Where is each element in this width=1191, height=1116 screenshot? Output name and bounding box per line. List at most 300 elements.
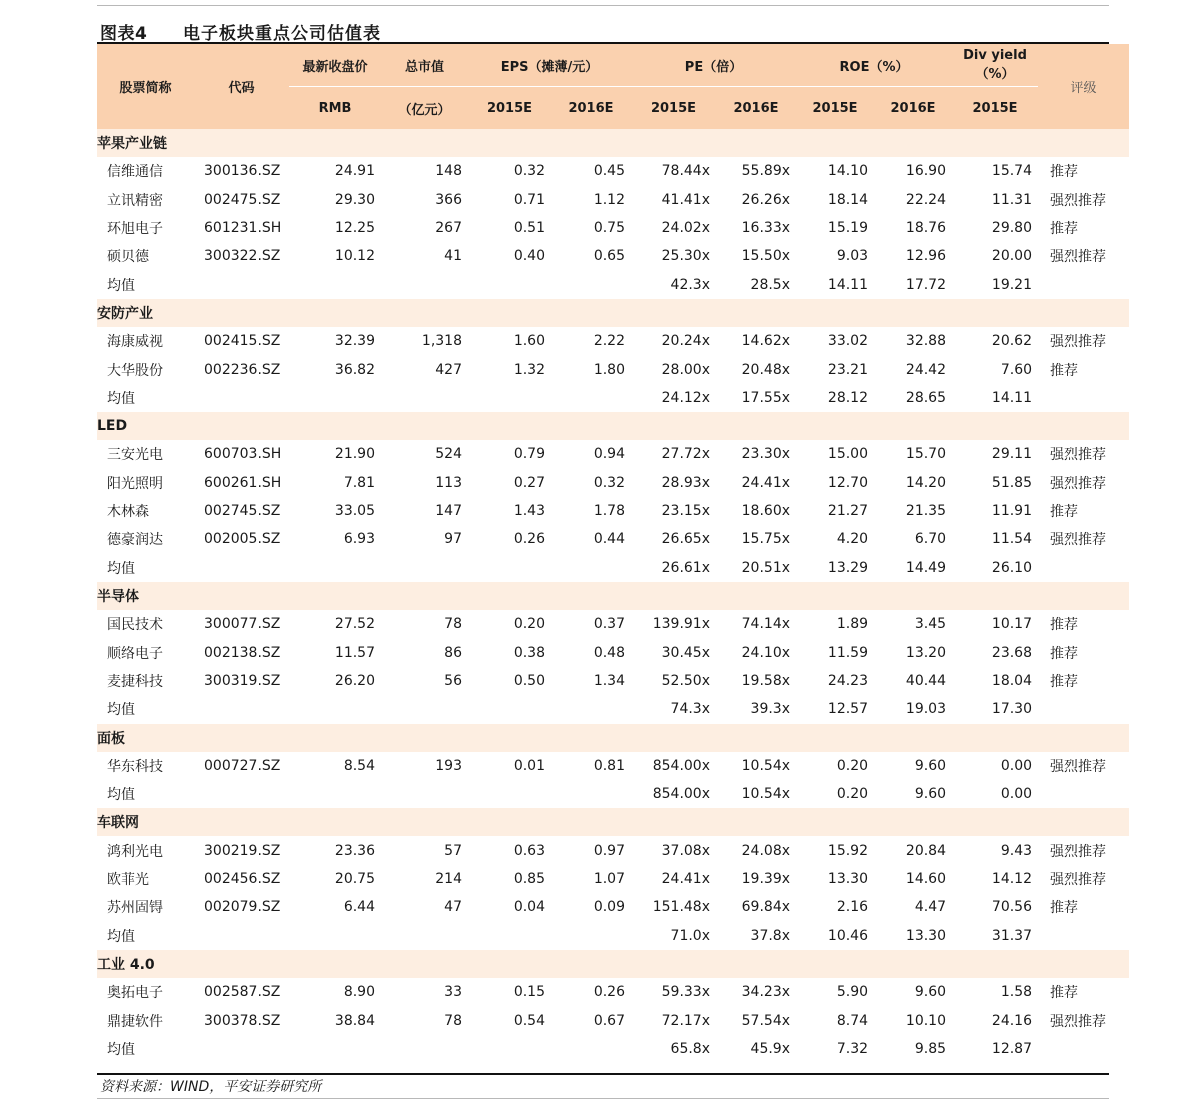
cell-roe-2015: 12.57	[827, 701, 869, 718]
section-title: 半导体	[97, 582, 1129, 610]
cell-roe-2015: 2.16	[836, 899, 869, 916]
cell-pe-2015: 26.65x	[661, 531, 710, 548]
table-row	[97, 327, 1129, 355]
cell-pe-2016: 15.50x	[741, 248, 791, 265]
cell-eps-2016: 0.37	[593, 616, 625, 633]
cell-mcap	[381, 1035, 468, 1063]
header-code: 代码	[194, 44, 289, 129]
cell-rating: 推荐	[1050, 362, 1079, 379]
cell-div-2015: 20.00	[991, 248, 1033, 265]
cell-roe-2016: 13.30	[905, 927, 947, 944]
cell-pe-2015: 20.24x	[661, 333, 710, 350]
cell-mcap	[381, 922, 468, 950]
cell-price	[289, 922, 381, 950]
section-title: 安防产业	[97, 299, 1129, 327]
cell-rating: 推荐	[1050, 645, 1079, 662]
cell-price: 24.91	[334, 163, 375, 180]
cell-div-2015: 19.21	[991, 276, 1033, 293]
cell-name: 鸿利光电	[107, 843, 163, 860]
cell-eps-2015: 0.71	[513, 191, 545, 208]
cell-eps-2016: 0.97	[593, 842, 625, 859]
header-eps-2016: 2016E	[551, 87, 631, 130]
cell-mcap: 1,318	[421, 333, 462, 350]
cell-rating: 强烈推荐	[1050, 475, 1107, 492]
cell-eps-2015: 0.32	[513, 163, 545, 180]
cell-name: 硕贝德	[107, 249, 149, 266]
cell-eps-2016	[551, 384, 631, 412]
table-row	[97, 638, 1129, 666]
cell-mcap	[381, 384, 468, 412]
cell-mcap	[381, 695, 468, 723]
cell-roe-2016: 12.96	[905, 248, 947, 265]
cell-price	[289, 780, 381, 808]
cell-price: 11.57	[334, 644, 375, 661]
cell-div-2015: 14.11	[991, 389, 1033, 406]
cell-roe-2016: 14.49	[905, 559, 947, 576]
cell-roe-2016: 4.47	[914, 899, 947, 916]
header-div-yield-line2: （%）	[975, 67, 1015, 82]
bottom-rule-thin	[97, 1098, 1109, 1099]
cell-pe-2015: 854.00x	[652, 786, 710, 803]
cell-mcap: 193	[435, 757, 462, 774]
cell-rating	[1038, 780, 1129, 808]
cell-pe-2016: 19.39x	[741, 871, 791, 887]
cell-eps-2016: 0.94	[593, 446, 625, 463]
cell-pe-2015: 23.15x	[661, 503, 710, 520]
section-title: 面板	[97, 724, 1129, 752]
cell-eps-2015: 0.54	[513, 1012, 545, 1029]
cell-code: 002745.SZ	[204, 503, 281, 520]
cell-pe-2015: 25.30x	[661, 248, 710, 265]
cell-pe-2016: 10.54x	[741, 786, 791, 803]
cell-mcap: 148	[435, 163, 462, 180]
cell-mcap: 56	[444, 673, 462, 690]
cell-pe-2015: 28.00x	[661, 361, 710, 378]
cell-roe-2016: 14.60	[905, 871, 947, 887]
header-div-yield	[952, 44, 1038, 87]
cell-roe-2016: 19.03	[905, 701, 947, 718]
cell-rating: 推荐	[1050, 164, 1079, 181]
cell-price: 26.20	[334, 673, 375, 690]
cell-div-2015: 23.68	[991, 644, 1033, 661]
table-row	[97, 497, 1129, 525]
cell-code	[194, 554, 289, 582]
cell-mcap: 366	[435, 191, 462, 208]
section-header-row	[97, 950, 1129, 978]
cell-rating: 强烈推荐	[1050, 1013, 1107, 1030]
cell-mcap: 86	[444, 644, 462, 661]
cell-price	[289, 695, 381, 723]
cell-code	[194, 1035, 289, 1063]
cell-div-2015: 12.87	[991, 1040, 1033, 1057]
cell-eps-2016: 0.65	[593, 248, 625, 265]
cell-price	[289, 554, 381, 582]
cell-pe-2015: 24.41x	[661, 871, 710, 887]
cell-eps-2016: 0.81	[593, 757, 625, 774]
cell-eps-2015: 0.38	[513, 644, 545, 661]
cell-roe-2015: 1.89	[836, 616, 869, 633]
cell-mcap: 113	[435, 474, 462, 491]
section-header-row	[97, 412, 1129, 440]
cell-pe-2015: 71.0x	[670, 927, 710, 944]
cell-eps-2015: 0.79	[513, 446, 545, 463]
cell-roe-2015: 14.10	[827, 163, 869, 180]
cell-eps-2015: 0.51	[513, 219, 545, 236]
cell-div-2015: 10.17	[991, 616, 1033, 633]
cell-eps-2015	[468, 1035, 551, 1063]
cell-code: 300322.SZ	[204, 248, 281, 265]
cell-name: 均值	[107, 787, 135, 804]
table-row	[97, 469, 1129, 497]
cell-pe-2016: 45.9x	[750, 1040, 791, 1057]
section-title: 苹果产业链	[97, 129, 1129, 157]
cell-roe-2015: 13.30	[827, 871, 869, 887]
section-header-row	[97, 129, 1129, 157]
cell-pe-2016: 55.89x	[741, 163, 791, 180]
table-row	[97, 1006, 1129, 1034]
cell-pe-2016: 23.30x	[741, 446, 791, 463]
header-pe-2015: 2015E	[631, 87, 716, 130]
cell-rating	[1038, 384, 1129, 412]
cell-rating: 推荐	[1050, 985, 1079, 1002]
cell-eps-2016: 0.09	[593, 899, 625, 916]
cell-roe-2016: 40.44	[905, 673, 947, 690]
cell-pe-2016: 74.14x	[741, 616, 791, 633]
cell-roe-2015: 15.00	[827, 446, 869, 463]
cell-code: 002587.SZ	[204, 984, 281, 1001]
cell-rating: 强烈推荐	[1050, 249, 1107, 266]
cell-rating: 强烈推荐	[1050, 334, 1107, 351]
cell-price: 6.44	[343, 899, 375, 916]
cell-eps-2016: 0.45	[593, 163, 625, 180]
cell-roe-2016: 14.20	[905, 474, 947, 491]
cell-pe-2016: 37.8x	[750, 927, 791, 944]
cell-div-2015: 29.11	[991, 446, 1033, 463]
section-title: LED	[97, 412, 1129, 440]
cell-name: 立讯精密	[107, 192, 163, 209]
cell-pe-2015: 854.00x	[652, 757, 710, 774]
cell-roe-2015: 33.02	[827, 333, 869, 350]
cell-pe-2016: 34.23x	[741, 984, 791, 1001]
cell-rating: 强烈推荐	[1050, 872, 1107, 888]
cell-eps-2016	[551, 554, 631, 582]
cell-name: 环旭电子	[107, 220, 163, 237]
table-row	[97, 185, 1129, 213]
cell-eps-2015: 1.60	[513, 333, 545, 350]
cell-roe-2015: 4.20	[836, 531, 869, 548]
cell-price	[289, 271, 381, 299]
header-market-cap: 总市值	[381, 44, 468, 87]
cell-mcap	[381, 271, 468, 299]
cell-mcap: 214	[435, 871, 462, 887]
cell-rating: 强烈推荐	[1050, 532, 1107, 549]
section-header-row	[97, 724, 1129, 752]
cell-price: 12.25	[334, 219, 375, 236]
cell-roe-2015: 8.74	[836, 1012, 869, 1029]
cell-div-2015: 11.91	[991, 503, 1033, 520]
cell-roe-2016: 10.10	[905, 1012, 947, 1029]
cell-eps-2016: 0.48	[593, 644, 625, 661]
cell-eps-2015: 1.43	[513, 503, 545, 520]
cell-name: 麦捷科技	[107, 674, 163, 691]
cell-rating	[1038, 922, 1129, 950]
cell-code	[194, 922, 289, 950]
section-header-row	[97, 299, 1129, 327]
table-row	[97, 978, 1129, 1006]
cell-pe-2015: 27.72x	[661, 446, 710, 463]
cell-roe-2015: 0.20	[836, 786, 869, 803]
cell-pe-2016: 19.58x	[741, 673, 791, 690]
cell-code: 002415.SZ	[204, 333, 281, 350]
cell-eps-2015: 0.50	[513, 673, 545, 690]
cell-name: 木林森	[107, 504, 149, 521]
cell-pe-2015: 41.41x	[661, 191, 710, 208]
cell-rating: 强烈推荐	[1050, 843, 1107, 860]
cell-mcap: 47	[444, 899, 462, 916]
cell-name: 海康威视	[107, 334, 163, 351]
cell-div-2015: 24.16	[991, 1012, 1033, 1029]
cell-roe-2015: 5.90	[836, 984, 869, 1001]
cell-eps-2016: 1.12	[593, 191, 625, 208]
cell-roe-2016: 20.84	[905, 842, 947, 859]
cell-mcap: 78	[444, 1012, 462, 1029]
cell-pe-2016: 57.54x	[741, 1012, 791, 1029]
cell-eps-2015	[468, 922, 551, 950]
cell-pe-2015: 78.44x	[661, 163, 710, 180]
cell-pe-2016: 24.10x	[741, 644, 791, 661]
cell-roe-2015: 13.29	[827, 559, 869, 576]
cell-eps-2016: 1.34	[593, 673, 625, 690]
cell-price: 10.12	[334, 248, 375, 265]
cell-code	[194, 695, 289, 723]
section-title: 车联网	[97, 808, 1129, 836]
average-row	[97, 271, 1129, 299]
cell-mcap: 33	[444, 984, 462, 1001]
cell-pe-2015: 151.48x	[652, 899, 710, 916]
cell-pe-2016: 24.41x	[741, 474, 791, 491]
cell-code: 600261.SH	[204, 474, 282, 491]
cell-rating: 推荐	[1050, 674, 1079, 691]
cell-code: 300136.SZ	[204, 163, 281, 180]
cell-code: 300378.SZ	[204, 1012, 281, 1029]
cell-rating: 强烈推荐	[1050, 447, 1107, 464]
cell-price: 36.82	[334, 361, 375, 378]
cell-mcap	[381, 554, 468, 582]
cell-eps-2015: 0.01	[513, 757, 545, 774]
average-row	[97, 780, 1129, 808]
cell-eps-2015: 0.40	[513, 248, 545, 265]
cell-eps-2016	[551, 1035, 631, 1063]
cell-price	[289, 1035, 381, 1063]
cell-eps-2016: 0.26	[593, 984, 625, 1001]
cell-eps-2015	[468, 695, 551, 723]
cell-roe-2016: 16.90	[905, 163, 947, 180]
table-row	[97, 893, 1129, 921]
cell-eps-2015: 0.27	[513, 474, 545, 491]
cell-roe-2015: 9.03	[836, 248, 869, 265]
cell-pe-2016: 10.54x	[741, 757, 791, 774]
cell-div-2015: 0.00	[1000, 786, 1033, 803]
cell-code: 601231.SH	[204, 219, 282, 236]
cell-mcap: 524	[435, 446, 462, 463]
cell-eps-2015: 1.32	[513, 361, 545, 378]
cell-eps-2016: 1.80	[593, 361, 625, 378]
header-price: 最新收盘价	[289, 44, 381, 87]
figure-title: 电子板块重点公司估值表	[183, 24, 381, 44]
cell-code	[194, 780, 289, 808]
cell-rating	[1038, 1035, 1129, 1063]
cell-pe-2016: 69.84x	[741, 899, 791, 916]
cell-pe-2016: 28.5x	[750, 276, 791, 293]
cell-price: 38.84	[334, 1012, 375, 1029]
cell-name: 顺络电子	[107, 645, 163, 662]
cell-roe-2015: 21.27	[827, 503, 869, 520]
cell-code	[194, 384, 289, 412]
cell-eps-2015: 0.15	[513, 984, 545, 1001]
cell-price: 20.75	[334, 871, 375, 887]
cell-name: 华东科技	[107, 758, 163, 775]
table-row	[97, 214, 1129, 242]
cell-eps-2016	[551, 271, 631, 299]
cell-rating: 推荐	[1050, 220, 1079, 237]
table-row	[97, 440, 1129, 468]
cell-roe-2016: 24.42	[905, 361, 947, 378]
cell-roe-2015: 23.21	[827, 361, 869, 378]
table-row	[97, 355, 1129, 383]
header-mcap-unit: （亿元）	[381, 87, 468, 130]
cell-code: 002236.SZ	[204, 361, 281, 378]
cell-eps-2016	[551, 922, 631, 950]
cell-pe-2016: 20.48x	[741, 361, 791, 378]
average-row	[97, 1035, 1129, 1063]
cell-roe-2016: 9.60	[914, 757, 947, 774]
cell-price: 7.81	[343, 474, 375, 491]
cell-pe-2016: 39.3x	[750, 701, 791, 718]
cell-roe-2015: 10.46	[827, 927, 869, 944]
table-row	[97, 865, 1129, 893]
cell-roe-2016: 17.72	[905, 276, 947, 293]
cell-eps-2015: 0.04	[513, 899, 545, 916]
table-body	[97, 129, 1129, 1063]
cell-name: 均值	[107, 560, 135, 577]
cell-div-2015: 1.58	[1000, 984, 1033, 1001]
cell-eps-2015: 0.63	[513, 842, 545, 859]
cell-name: 均值	[107, 928, 135, 945]
cell-eps-2016: 0.32	[593, 474, 625, 491]
cell-code: 002079.SZ	[204, 899, 281, 916]
cell-code: 002138.SZ	[204, 644, 281, 661]
cell-code	[194, 271, 289, 299]
cell-price: 33.05	[334, 503, 375, 520]
cell-div-2015: 15.74	[991, 163, 1033, 180]
section-title: 工业 4.0	[97, 950, 1129, 978]
header-stock-name: 股票简称	[97, 44, 194, 129]
cell-code: 002005.SZ	[204, 531, 281, 548]
cell-div-2015: 14.12	[991, 871, 1033, 887]
cell-roe-2015: 12.70	[827, 474, 869, 491]
cell-name: 均值	[107, 702, 135, 719]
header-row-1	[97, 44, 1129, 87]
cell-code: 300219.SZ	[204, 842, 281, 859]
cell-code: 300077.SZ	[204, 616, 281, 633]
cell-rating: 强烈推荐	[1050, 192, 1107, 209]
cell-roe-2016: 21.35	[905, 503, 947, 520]
cell-roe-2016: 9.60	[914, 984, 947, 1001]
cell-pe-2016: 14.62x	[741, 333, 791, 350]
cell-price	[289, 384, 381, 412]
cell-pe-2015: 72.17x	[661, 1012, 710, 1029]
cell-name: 信维通信	[107, 164, 163, 181]
cell-roe-2016: 3.45	[914, 616, 947, 633]
cell-eps-2015	[468, 271, 551, 299]
cell-roe-2016: 13.20	[905, 644, 947, 661]
cell-roe-2016: 32.88	[905, 333, 947, 350]
cell-name: 均值	[107, 277, 135, 294]
cell-eps-2016: 0.44	[593, 531, 625, 548]
cell-pe-2015: 28.93x	[661, 474, 710, 491]
cell-div-2015: 18.04	[991, 673, 1033, 690]
cell-mcap: 147	[435, 503, 462, 520]
table-row	[97, 752, 1129, 780]
cell-pe-2016: 16.33x	[741, 219, 791, 236]
cell-name: 鼎捷软件	[107, 1013, 163, 1030]
cell-code: 002456.SZ	[204, 871, 281, 887]
cell-mcap: 427	[435, 361, 462, 378]
cell-pe-2016: 17.55x	[741, 389, 791, 406]
cell-eps-2016: 1.78	[593, 503, 625, 520]
header-eps: EPS（摊薄/元）	[468, 44, 631, 87]
cell-name: 德豪润达	[107, 532, 163, 549]
cell-div-2015: 51.85	[991, 474, 1033, 491]
cell-div-2015: 17.30	[991, 701, 1033, 718]
cell-rating	[1038, 554, 1129, 582]
cell-rating: 强烈推荐	[1050, 758, 1107, 775]
cell-eps-2015	[468, 554, 551, 582]
source-note: 资料来源：WIND，平安证券研究所	[100, 1079, 322, 1095]
figure-label: 图表4	[100, 24, 148, 44]
cell-pe-2015: 59.33x	[661, 984, 710, 1001]
header-price-unit: RMB	[289, 87, 381, 130]
cell-mcap: 57	[444, 842, 462, 859]
top-rule	[97, 5, 1109, 6]
cell-roe-2015: 15.19	[827, 219, 869, 236]
cell-eps-2015: 0.20	[513, 616, 545, 633]
cell-rating	[1038, 271, 1129, 299]
header-rating: 评级	[1038, 44, 1129, 129]
cell-mcap: 97	[444, 531, 462, 548]
cell-eps-2016: 0.75	[593, 219, 625, 236]
cell-div-2015: 7.60	[1000, 361, 1033, 378]
cell-pe-2016: 18.60x	[741, 503, 791, 520]
cell-pe-2015: 30.45x	[661, 644, 710, 661]
average-row	[97, 922, 1129, 950]
cell-pe-2015: 37.08x	[661, 842, 710, 859]
header-pe-2016: 2016E	[716, 87, 796, 130]
cell-price: 8.54	[343, 757, 375, 774]
cell-code: 300319.SZ	[204, 673, 281, 690]
cell-mcap: 78	[444, 616, 462, 633]
cell-pe-2015: 24.12x	[661, 389, 710, 406]
cell-code: 600703.SH	[204, 446, 282, 463]
cell-div-2015: 31.37	[991, 927, 1033, 944]
cell-roe-2015: 7.32	[836, 1040, 869, 1057]
cell-eps-2015: 0.26	[513, 531, 545, 548]
cell-roe-2016: 15.70	[905, 446, 947, 463]
cell-name: 奥拓电子	[107, 985, 163, 1002]
cell-roe-2015: 15.92	[827, 842, 869, 859]
cell-roe-2015: 24.23	[827, 673, 869, 690]
cell-eps-2016	[551, 780, 631, 808]
